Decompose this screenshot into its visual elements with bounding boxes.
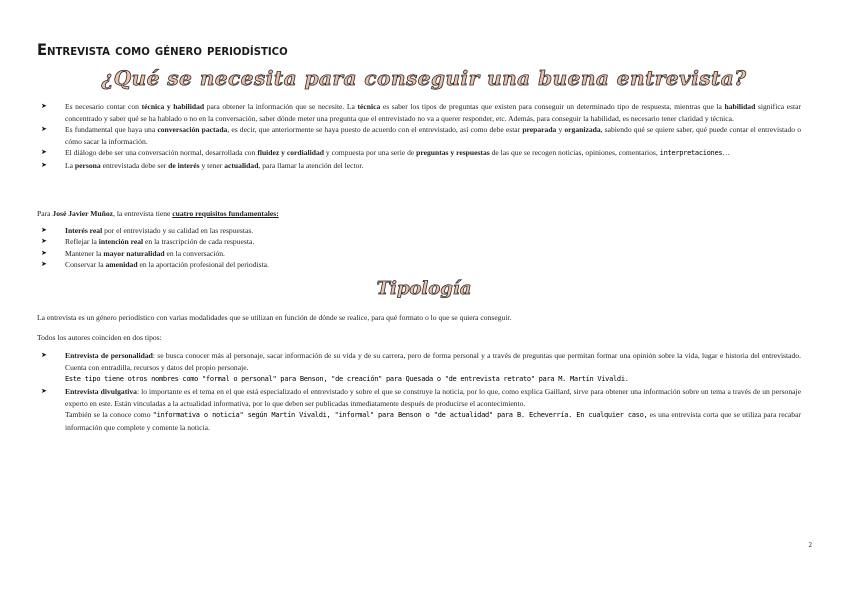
text-run: , la entrevista tiene xyxy=(113,209,173,218)
text-run: : se busca conocer más al personaje, sacar información de su vida y de su carrera, pero de forma personal y a través de preguntas que permitan formar una opinión sobre la vida, lugar e historia del entrevistado. Cuenta con entradilla, recursos y datos del propio personaje. xyxy=(65,351,801,372)
bold-text: técnica xyxy=(357,102,381,111)
text-run: y xyxy=(556,125,565,135)
section-subtitle: ¿Qué se necesita para conseguir una buena entrevista? xyxy=(101,66,747,90)
list-item-text xyxy=(65,248,801,260)
list-item-text xyxy=(65,259,801,271)
arrow-bullet-icon: ➤ xyxy=(41,225,47,234)
text-run: … xyxy=(722,148,730,158)
list-item-text xyxy=(65,147,801,160)
bold-text: persona xyxy=(74,160,101,170)
text-run: en la trascripción de cada respuesta. xyxy=(143,237,255,247)
handwritten-text: "informativa o noticia" según Martín Vivaldi, "informal" para Benson o "de actualidad" para B. Echeverría. En cualquier caso, xyxy=(152,411,648,420)
bold-text: organizada xyxy=(564,125,601,135)
text-run: es saber los tipos de preguntas que existen para conseguir un determinado tipo de respuesta, mientras que la xyxy=(380,102,725,111)
list-item-text xyxy=(65,350,801,373)
text-run: y tener xyxy=(199,160,225,170)
arrow-bullet-icon: ➤ xyxy=(41,260,47,269)
bold-text: fluidez y cordialidad xyxy=(257,148,324,158)
arrow-bullet-icon: ➤ xyxy=(41,351,47,360)
text-run: y compuesta por una serie de xyxy=(323,148,417,158)
arrow-bullet-icon: ➤ xyxy=(41,102,47,110)
text-run: por el entrevistado y su calidad en las respuestas. xyxy=(102,225,254,235)
list-item-text xyxy=(65,225,801,237)
bold-text: preparada xyxy=(522,125,557,135)
arrow-bullet-icon: ➤ xyxy=(41,160,47,169)
text-run: en la conversación. xyxy=(164,248,225,258)
text-run: Para xyxy=(37,209,53,218)
bold-text: cuatro requisitos fundamentales: xyxy=(172,209,279,218)
munoz-list xyxy=(37,225,801,271)
text-run: Es fundamental que haya una xyxy=(65,125,158,135)
text-run: entrevistada debe ser xyxy=(100,160,169,170)
list-item-text xyxy=(65,160,801,172)
text-run: El diálogo debe ser una conversación normal, desarrollada con xyxy=(65,148,258,158)
tipologia-heading: Tipología xyxy=(376,278,472,299)
requirements-section xyxy=(37,101,801,172)
text-run: significa estar concentrado y saber qué se ha hablado o no en la conversación, saber dónde meter una pregunta que el entrevistado no va a querer responder, etc. Además, para conseguir la habilidad, es necesario tener claridad y técnica. xyxy=(65,102,801,123)
list-item xyxy=(37,160,801,172)
munoz-section xyxy=(37,208,801,271)
list-item xyxy=(37,386,801,433)
bold-text: José Javier Muñoz xyxy=(52,209,114,218)
bold-text: Entrevista de personalidad xyxy=(65,351,153,361)
arrow-bullet-icon: ➤ xyxy=(41,248,47,257)
text-run: de las que se recogen noticias, opiniones, comentarios, xyxy=(489,148,660,158)
text-run: Es necesario contar con xyxy=(65,102,142,111)
text-run: Reflejar la xyxy=(65,237,99,247)
list-item-continuation xyxy=(65,373,801,386)
list-item-text xyxy=(65,386,801,409)
tipologia-paragraph-1: La entrevista es un género periodístico con varias modalidades que se utilizan en función de dónde se realice, para qué formato o lo que se quiera conseguir. xyxy=(37,313,512,322)
munoz-intro xyxy=(37,208,801,220)
bold-text: Interés real xyxy=(65,225,103,235)
list-item xyxy=(37,350,801,386)
text-run: para obtener la información que se necesite. La xyxy=(204,102,358,111)
bold-text: técnica y habilidad xyxy=(141,102,205,111)
list-item xyxy=(37,147,801,160)
text-run: La xyxy=(65,160,75,170)
list-item-continuation xyxy=(65,409,801,433)
text-run: , para llamar la atención del lector. xyxy=(258,160,364,170)
bold-text: actualidad xyxy=(224,160,259,170)
list-item xyxy=(37,248,801,260)
bold-text: conversación pactada xyxy=(157,125,228,135)
arrow-bullet-icon: ➤ xyxy=(41,125,47,134)
tipologia-paragraph-2: Todos los autores coinciden en dos tipos: xyxy=(37,332,162,342)
list-item-text xyxy=(65,236,801,248)
text-run: : lo importante es el tema en el que está especializado el entrevistado y sobre el que se construye la noticia, por lo que, como explica Gaillard, sirve para obtener una información sobre un tema a través de un personaje experto en este. Están vinculadas a la actualidad informativa, por lo que deben ser publicadas inmediatamente después de producirse el acontecimiento. xyxy=(65,386,801,408)
list-item-text xyxy=(65,124,801,147)
page-number: 2 xyxy=(808,541,812,549)
text-run: Mantener la xyxy=(65,248,104,258)
handwritten-text: interpretaciones xyxy=(659,149,723,158)
bold-text: de interés xyxy=(168,160,200,170)
text-run: es una entrevista corta que se utiliza para recabar información que complete y comente la noticia. xyxy=(65,410,801,432)
list-item xyxy=(37,236,801,248)
text-run: También se la conoce como xyxy=(65,410,153,420)
arrow-bullet-icon: ➤ xyxy=(41,237,47,246)
arrow-bullet-icon: ➤ xyxy=(41,386,47,395)
text-run: en la aportación profesional del periodista. xyxy=(137,260,269,270)
bold-text: preguntas y respuestas xyxy=(416,148,490,158)
text-run: , es decir, que anteriormente se haya puesto de acuerdo con el entrevistado, así como debe estar xyxy=(227,125,523,135)
tipologia-section xyxy=(37,312,801,433)
bold-text: Entrevista divulgativa xyxy=(65,386,137,396)
list-item xyxy=(37,225,801,237)
handwritten-text: Este tipo tiene otros nombres como "formal o personal" para Benson, "de creación" para Quesada o "de entrevista retrato" para M. Martín Vivaldi. xyxy=(65,375,629,384)
bold-text: amenidad xyxy=(105,260,138,270)
list-item-text xyxy=(65,101,801,124)
list-item xyxy=(37,101,801,124)
bold-text: habilidad xyxy=(724,102,756,111)
text-run: , sabiendo qué se quiere saber, qué puede contar el entrevistado o cómo sacar la información. xyxy=(65,125,801,146)
text-run: Conservar la xyxy=(65,260,106,270)
tipologia-list xyxy=(37,350,801,433)
arrow-bullet-icon: ➤ xyxy=(41,148,47,157)
requirements-list xyxy=(37,101,801,172)
bold-text: intención real xyxy=(98,237,144,247)
list-item xyxy=(37,259,801,271)
bold-text: mayor naturalidad xyxy=(103,248,165,258)
page-title: Entrevista como género periodístico xyxy=(37,40,288,59)
list-item xyxy=(37,124,801,147)
